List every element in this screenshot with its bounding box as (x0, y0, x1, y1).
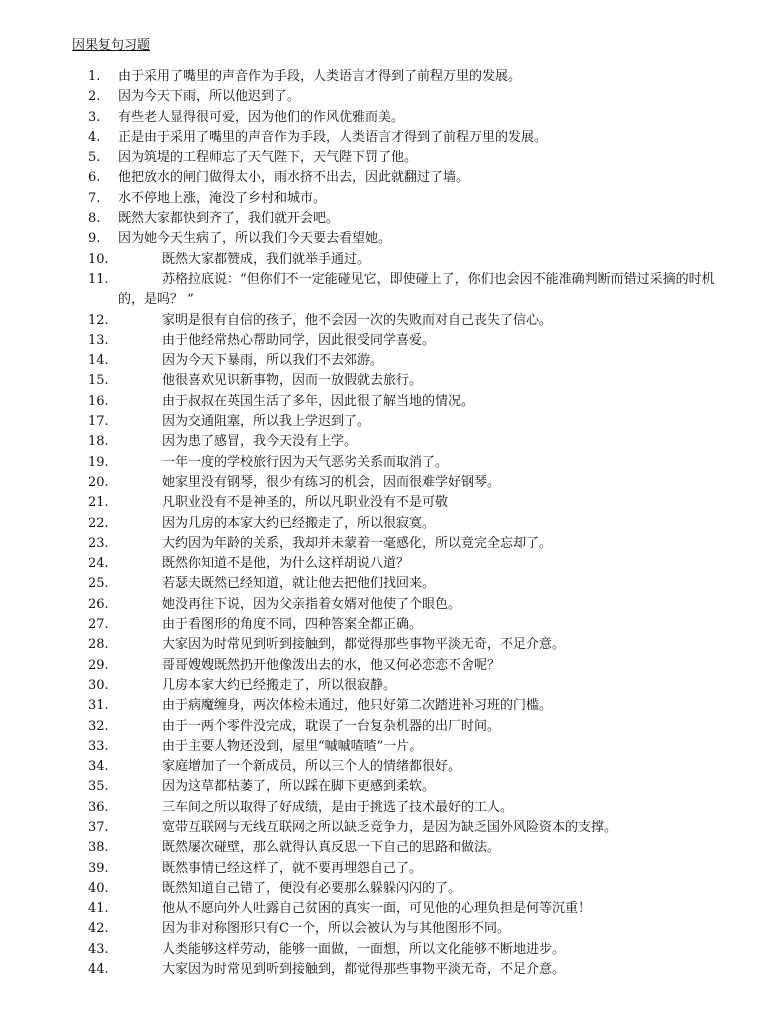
item-text: 由于一两个零件没完成，耽误了一台复杂机器的出厂时间。 (162, 718, 501, 734)
item-number: 3. (88, 109, 101, 125)
item-text: 既然知道自己错了，便没有必要那么躲躲闪闪的了。 (162, 880, 462, 896)
item-text: 既然你知道不是他，为什么这样胡说八道？ (162, 556, 410, 572)
item-text: 他把放水的闸门做得太小，雨水挤不出去，因此就翻过了墙。 (118, 170, 470, 186)
item-text: 由于采用了嘴里的声音作为手段，人类语言才得到了前程万里的发展。 (118, 69, 522, 84)
item-number: 18. (88, 434, 109, 450)
exercise-item (0, 148, 768, 168)
item-text: 因为这草都枯萎了，所以踩在脚下更感到柔软。 (162, 779, 436, 795)
document-title: 因果复句习题 (72, 38, 151, 53)
exercise-item (0, 919, 768, 939)
item-number: 5. (88, 150, 101, 166)
item-text: 因为几房的本家大约已经搬走了，所以很寂寞。 (162, 515, 436, 531)
exercise-item (0, 595, 768, 615)
item-number: 7. (88, 190, 101, 206)
item-text: 大约因为年龄的关系，我却并未蒙着一毫感化，所以竟完全忘却了。 (162, 535, 553, 551)
exercise-item (0, 696, 768, 716)
item-text: 大家因为时常见到听到接触到，都觉得那些事物平淡无奇，不足介意。 (162, 962, 566, 978)
item-text: 由于叔叔在英国生活了多年，因此很了解当地的情况。 (162, 393, 475, 409)
item-text: 她家里没有钢琴，很少有练习的机会，因而很难学好钢琴。 (162, 474, 501, 490)
item-number: 19. (88, 454, 109, 470)
item-text: 由于看图形的角度不同，四种答案全都正确。 (162, 617, 423, 633)
item-number: 33. (88, 738, 109, 754)
item-text: 宽带互联网与无线互联网之所以缺乏竞争力，是因为缺乏国外风险资本的支撑。 (162, 819, 618, 835)
item-text: 因为交通阻塞，所以我上学迟到了。 (162, 414, 371, 430)
item-number: 38. (88, 840, 109, 856)
item-number: 27. (88, 617, 109, 633)
exercise-item (0, 615, 768, 635)
exercise-item (0, 514, 768, 534)
item-number: 29. (88, 657, 109, 673)
item-text: 苏格拉底说：“但你们不一定能碰见它，即使碰上了，你们也会因不能准确判断而错过采摘的时机的，是吗？ ” (118, 271, 715, 308)
item-number: 16. (88, 393, 109, 409)
exercise-item (0, 859, 768, 879)
item-text: 家庭增加了一个新成员，所以三个人的情绪都很好。 (162, 759, 462, 775)
exercise-item (0, 250, 768, 270)
item-text: 人类能够这样劳动，能够一面做，一面想，所以文化能够不断地进步。 (162, 941, 566, 957)
item-text: 水不停地上涨，淹没了乡村和城市。 (118, 190, 327, 206)
item-text: 因为今天下雨，所以他迟到了。 (118, 89, 301, 105)
exercise-item (0, 331, 768, 351)
item-number: 36. (88, 799, 109, 815)
item-text: 三车间之所以取得了好成绩，是由于挑选了技术最好的工人。 (162, 799, 514, 815)
item-number: 9. (88, 231, 101, 247)
exercise-item (0, 128, 768, 148)
exercise-item (0, 798, 768, 818)
exercise-item (0, 717, 768, 737)
exercise-item (0, 371, 768, 391)
exercise-item (0, 432, 768, 452)
item-text: 因为今天下暴雨，所以我们不去郊游。 (162, 353, 384, 369)
exercise-item (0, 777, 768, 797)
item-number: 15. (88, 373, 109, 389)
item-text: 因为筑堤的工程师忘了天气陛下，天气陛下罚了他。 (118, 150, 418, 166)
item-text: 他很喜欢见识新事物，因而一放假就去旅行。 (162, 373, 423, 389)
item-number: 41. (88, 901, 109, 917)
item-number: 30. (88, 677, 109, 693)
item-text: 因为非对称图形只有C一个，所以会被认为与其他图形不同。 (162, 921, 510, 937)
exercise-item (0, 757, 768, 777)
item-number: 1. (88, 69, 101, 84)
exercise-item (0, 209, 768, 229)
item-number: 32. (88, 718, 109, 734)
item-text: 她没再往下说，因为父亲指着女婿对他使了个眼色。 (162, 596, 462, 612)
item-text: 由于主要人物还没到，屋里“嘁嘁喳喳”一片。 (162, 738, 423, 754)
item-text: 他从不愿向外人吐露自己贫困的真实一面，可见他的心理负担是何等沉重！ (162, 901, 592, 917)
item-number: 26. (88, 596, 109, 612)
item-number: 37. (88, 819, 109, 835)
item-number: 31. (88, 698, 109, 714)
item-text: 既然事情已经这样了，就不要再埋怨自己了。 (162, 860, 423, 876)
item-number: 39. (88, 860, 109, 876)
item-text: 有些老人显得很可爱，因为他们的作风优雅而美。 (118, 109, 405, 125)
exercise-item (0, 189, 768, 209)
exercise-item (0, 67, 768, 87)
item-number: 23. (88, 535, 109, 551)
exercise-item (0, 574, 768, 594)
exercise-item (0, 311, 768, 331)
exercise-item (0, 940, 768, 960)
exercise-item (0, 656, 768, 676)
item-number: 35. (88, 779, 109, 795)
item-number: 17. (88, 414, 109, 430)
exercise-item (0, 534, 768, 554)
item-text: 几房本家大约已经搬走了，所以很寂静。 (162, 677, 397, 693)
item-number: 12. (88, 312, 109, 328)
exercise-item (0, 554, 768, 574)
item-text: 家明是很有自信的孩子，他不会因一次的失败而对自己丧失了信心。 (162, 312, 553, 328)
exercise-list (0, 67, 768, 980)
item-text: 既然屡次碰壁，那么就得认真反思一下自己的思路和做法。 (162, 840, 501, 856)
item-text: 若瑟夫既然已经知道，就让他去把他们找回来。 (162, 576, 436, 592)
item-text: 大家因为时常见到听到接触到，都觉得那些事物平淡无奇，不足介意。 (162, 637, 566, 653)
item-text: 既然大家都赞成，我们就举手通过。 (162, 251, 371, 267)
item-text: 因为她今天生病了，所以我们今天要去看望她。 (118, 231, 392, 247)
exercise-item (0, 737, 768, 757)
item-number: 4. (88, 129, 101, 145)
item-number: 14. (88, 353, 109, 369)
item-text: 哥哥嫂嫂既然扔开他像泼出去的水，他又何必恋恋不舍呢？ (162, 657, 501, 673)
item-number: 22. (88, 515, 109, 531)
exercise-item (0, 412, 768, 432)
item-number: 13. (88, 332, 109, 348)
item-text: 正是由于采用了嘴里的声音作为手段，人类语言才得到了前程万里的发展。 (118, 129, 548, 145)
exercise-item (0, 270, 768, 311)
exercise-item (0, 392, 768, 412)
item-number: 21. (88, 495, 109, 511)
item-number: 42. (88, 921, 109, 937)
exercise-item (0, 168, 768, 188)
item-text: 由于他经常热心帮助同学，因此很受同学喜爱。 (162, 332, 436, 348)
item-number: 34. (88, 759, 109, 775)
exercise-item (0, 351, 768, 371)
exercise-item (0, 818, 768, 838)
exercise-item (0, 108, 768, 128)
item-number: 2. (88, 89, 101, 105)
exercise-item (0, 453, 768, 473)
item-number: 24. (88, 556, 109, 572)
item-number: 43. (88, 941, 109, 957)
item-text: 因为患了感冒，我今天没有上学。 (162, 434, 358, 450)
exercise-item (0, 960, 768, 980)
exercise-item (0, 87, 768, 107)
item-number: 6. (88, 170, 101, 186)
exercise-item (0, 229, 768, 249)
item-number: 28. (88, 637, 109, 653)
exercise-item (0, 899, 768, 919)
item-number: 10. (88, 251, 109, 267)
item-number: 20. (88, 474, 109, 490)
item-number: 44. (88, 962, 109, 978)
item-text: 既然大家都快到齐了，我们就开会吧。 (118, 211, 340, 227)
item-number: 25. (88, 576, 109, 592)
item-number: 40. (88, 880, 109, 896)
exercise-item (0, 879, 768, 899)
item-text: 凡职业没有不是神圣的，所以凡职业没有不是可敬 (162, 495, 449, 511)
item-text: 一年一度的学校旅行因为天气恶劣关系而取消了。 (162, 454, 449, 470)
item-number: 11. (88, 271, 109, 287)
exercise-item (0, 676, 768, 696)
item-text: 由于病魔缠身，两次体检未通过，他只好第二次踏进补习班的门槛。 (162, 698, 553, 714)
exercise-item (0, 493, 768, 513)
exercise-item (0, 635, 768, 655)
exercise-item (0, 473, 768, 493)
item-number: 8. (88, 211, 101, 227)
exercise-item (0, 838, 768, 858)
